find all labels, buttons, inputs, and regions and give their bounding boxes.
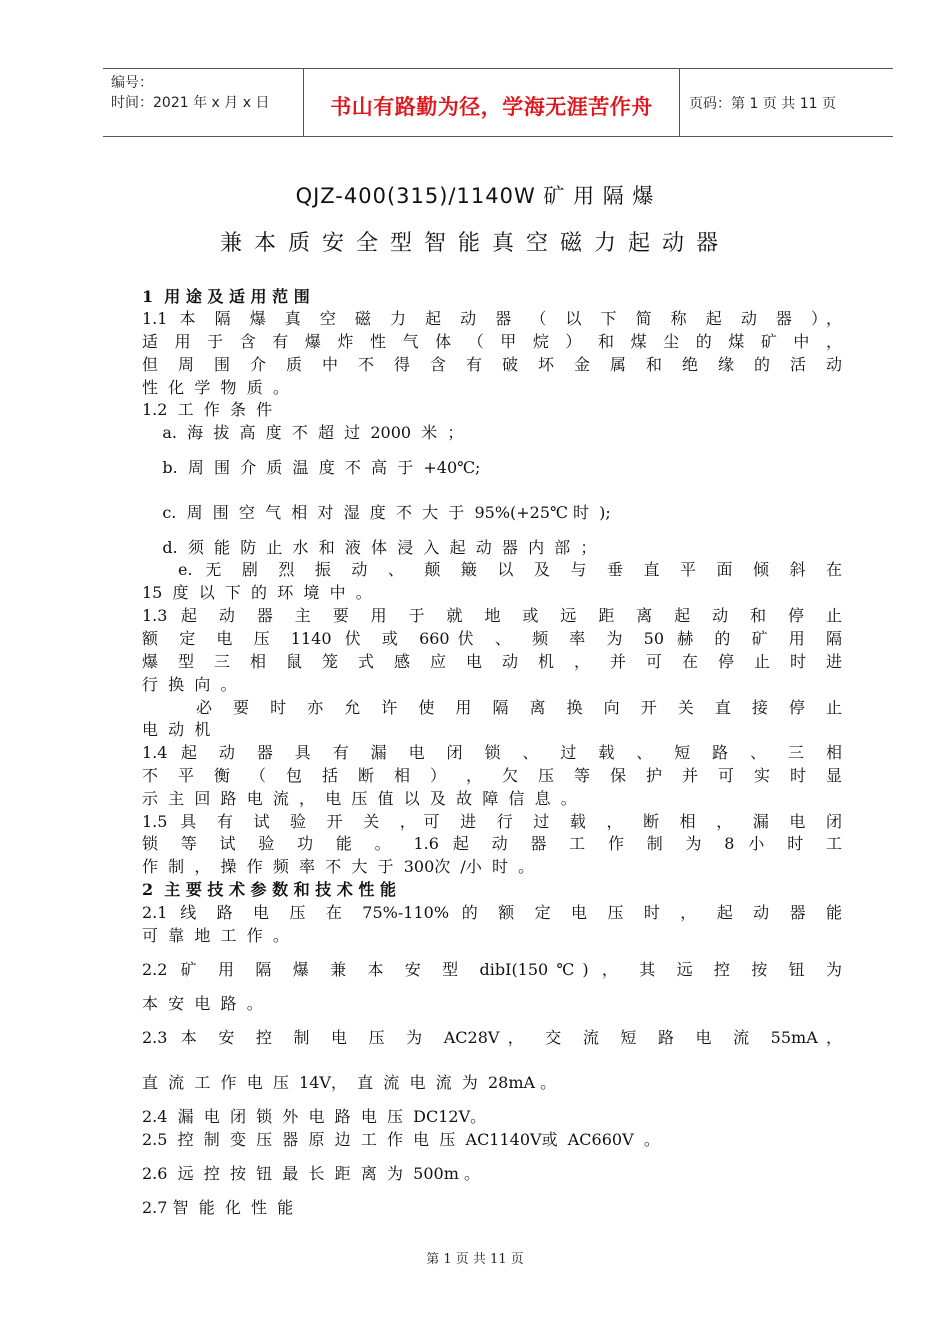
para-line: 必 要 时 亦 允 许 使 用 隔 离 换 向 开 关 直 接 停 止: [196, 698, 842, 717]
para-line: 1.4 起 动 器 具 有 漏 电 闭 锁 、 过 载 、 短 路 、 三 相: [142, 743, 842, 762]
para-line: 性 化 学 物 质 。: [142, 378, 289, 397]
para-line: 适 用 于 含 有 爆 炸 性 气 体 （ 甲 烷 ） 和 煤 尘 的 煤 矿 中 ，: [142, 332, 842, 351]
list-item: d. 须 能 防 止 水 和 液 体 浸 入 起 动 器 内 部 ；: [142, 538, 597, 557]
list-item: e. 无 剧 烈 振 动 、 颠 簸 以 及 与 垂 直 平 面 倾 斜 在: [178, 560, 842, 579]
list-item: c. 周 围 空 气 相 对 湿 度 不 大 于 95%(+25℃ 时 );: [142, 503, 611, 522]
motto-text: 书山有路勤为径，学海无涯苦作舟: [330, 95, 653, 119]
subsection-heading: 1.2 工 作 条 件: [142, 400, 273, 419]
page-info: 页码：第 1 页 共 11 页: [689, 96, 836, 112]
para-line: 2.2 矿 用 隔 爆 兼 本 安 型 dibI(150℃) ， 其 远 控 按 钮 为: [142, 960, 842, 979]
para-line: 1.3 起 动 器 主 要 用 于 就 地 或 远 距 离 起 动 和 停 止: [142, 606, 842, 625]
para-line: 作 制 ， 操 作 频 率 不 大 于 300次 /小 时 。: [142, 857, 535, 876]
para-line: 1.1 本 隔 爆 真 空 磁 力 起 动 器 （ 以 下 简 称 起 动 器 ），: [142, 309, 842, 328]
para-line: 2.7 智 能 化 性 能: [142, 1198, 294, 1217]
para-line: 2.5 控 制 变 压 器 原 边 工 作 电 压 AC1140V或 AC660V 。: [142, 1130, 660, 1149]
para-line: 但 周 围 介 质 中 不 得 含 有 破 坏 金 属 和 绝 缘 的 活 动: [142, 355, 842, 374]
title-line-2: 兼本质安全型智能真空磁力起动器: [219, 231, 730, 256]
para-line: 示 主 回 路 电 流 ， 电 压 值 以 及 故 障 信 息 。: [142, 789, 577, 808]
para-line: 额 定 电 压 1140 伏 或 660伏 、 频 率 为 50 赫 的 矿 用 隔: [142, 629, 842, 648]
document-header: [103, 68, 893, 137]
para-line: 15 度 以 下 的 环 境 中 。: [142, 583, 372, 602]
para-line: 2.4 漏 电 闭 锁 外 电 路 电 压 DC12V。: [142, 1107, 487, 1126]
header-meta-cell: [103, 69, 303, 136]
para-line: 可 靠 地 工 作 。: [142, 926, 289, 945]
para-line: 电 动 机: [142, 720, 211, 739]
time-label: 时间：2021 年 x 月 x 日: [111, 95, 270, 111]
para-line: 不 平 衡 （ 包 括 断 相 ） ， 欠 压 等 保 护 并 可 实 时 显: [142, 766, 842, 785]
para-line: 行 换 向 。: [142, 675, 237, 694]
para-line: 直 流 工 作 电 压 14V， 直 流 电 流 为 28mA 。: [142, 1073, 557, 1092]
section-2-heading: 2 主 要 技 术 参 数 和 技 术 性 能: [142, 880, 396, 899]
para-line: 2.1 线 路 电 压 在 75%-110% 的 额 定 电 压 时 ， 起 动 器 能: [142, 903, 842, 922]
header-page-cell: [679, 69, 893, 136]
para-line: 2.6 远 控 按 钮 最 长 距 离 为 500m 。: [142, 1164, 480, 1183]
list-item: b. 周 围 介 质 温 度 不 高 于 +40℃;: [142, 458, 481, 477]
header-motto-cell: [303, 69, 680, 136]
page-footer: 第 1 页 共 11 页: [426, 1252, 524, 1267]
title-line-1: QJZ-400(315)/1140W 矿 用 隔 爆: [295, 184, 655, 208]
para-line: 本 安 电 路 。: [142, 994, 263, 1013]
number-label: 编号：: [111, 75, 153, 91]
para-line: 1.5 具 有 试 验 开 关 ，可 进 行 过 载 ， 断 相 ， 漏 电 闭: [142, 812, 842, 831]
para-line: 爆 型 三 相 鼠 笼 式 感 应 电 动 机 ， 并 可 在 停 止 时 进: [142, 652, 842, 671]
para-line: 2.3 本 安 控 制 电 压 为 AC28V， 交 流 短 路 电 流 55mA，: [142, 1028, 842, 1047]
section-1-heading: 1 用 途 及 适 用 范 围: [142, 287, 310, 306]
list-item: a. 海 拔 高 度 不 超 过 2000 米 ；: [142, 423, 464, 442]
para-line: 锁 等 试 验 功 能 。 1.6 起 动 器 工 作 制 为 8 小 时 工: [142, 834, 842, 853]
